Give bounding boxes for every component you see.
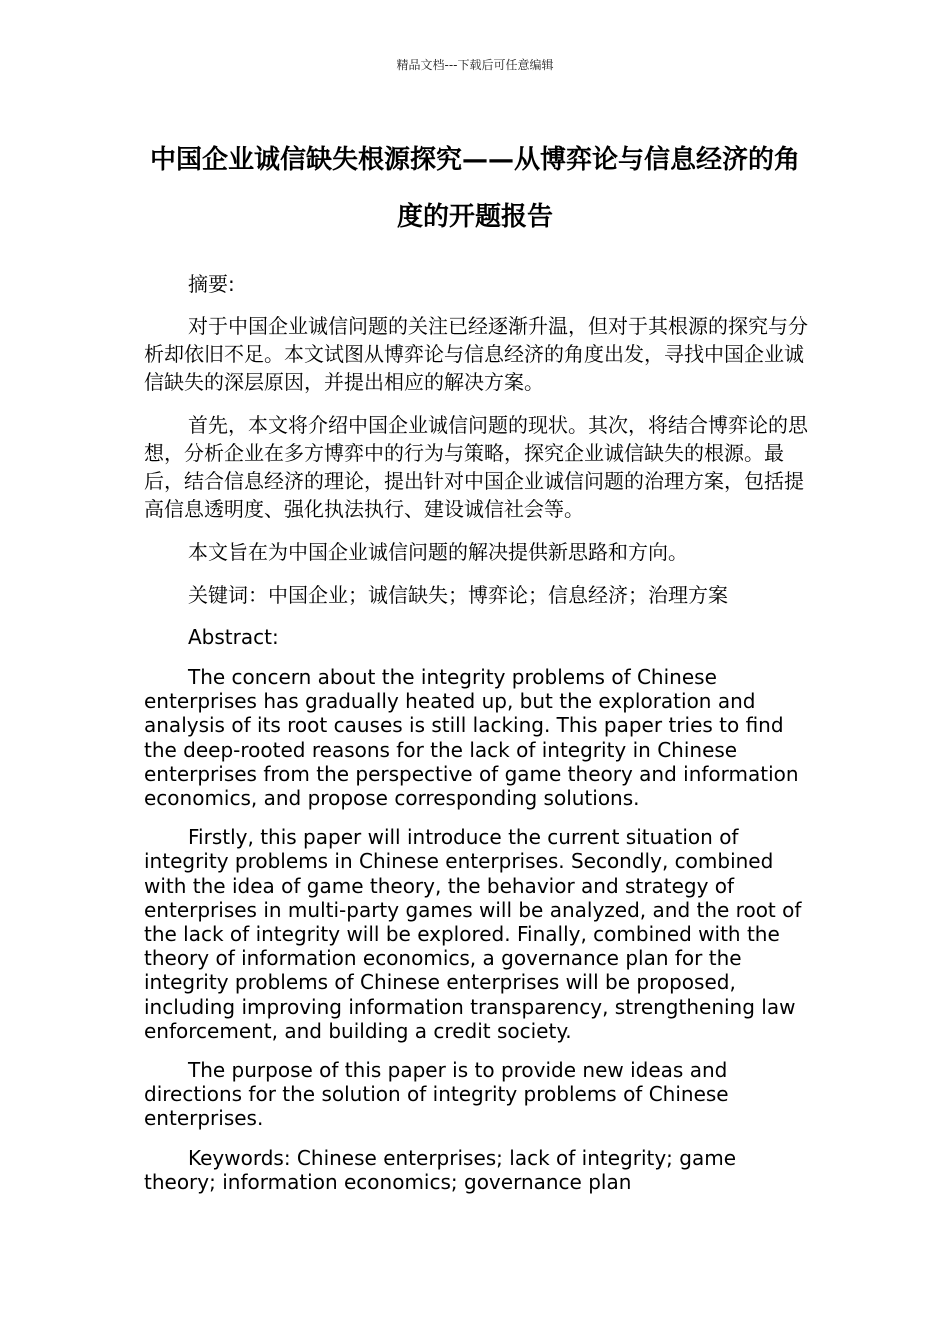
english-paragraph-2: Firstly, this paper will introduce the current situation of integrity problems in Chinese enterprises. Secondly, combined with the idea of game theory, the behavior and strategy of enterprises in multi-party games will be analyzed, and the root of the lack of integrity will be explored. Finally, combined with the theory of information economics, a governance plan for the integrity problems of Chinese enterprises will be proposed, including improving information transparency, strengthening law enforcement, and building a credit society. bbox=[144, 825, 802, 1043]
chinese-paragraph-3: 本文旨在为中国企业诚信问题的解决提供新思路和方向。 bbox=[188, 540, 688, 564]
document-body bbox=[144, 270, 808, 1209]
chinese-paragraph-1: 对于中国企业诚信问题的关注已经逐渐升温，但对于其根源的探究与分析却依旧不足。本文试图从博弈论与信息经济的角度出发，寻找中国企业诚信缺失的深层原因，并提出相应的解决方案。 bbox=[144, 314, 808, 394]
chinese-keywords: 关键词：中国企业；诚信缺失；博弈论；信息经济；治理方案 bbox=[188, 583, 728, 607]
header-note: 精品文档---下载后可任意编辑 bbox=[396, 58, 554, 72]
chinese-abstract-label: 摘要: bbox=[188, 272, 235, 296]
english-paragraph-3: The purpose of this paper is to provide new ideas and directions for the solution of integrity problems of Chinese enterprises. bbox=[144, 1058, 729, 1131]
chinese-paragraph-2: 首先，本文将介绍中国企业诚信问题的现状。其次，将结合博弈论的思想，分析企业在多方博弈中的行为与策略，探究企业诚信缺失的根源。最后，结合信息经济的理论，提出针对中国企业诚信问题的治理方案，包括提高信息透明度、强化执法执行、建设诚信社会等。 bbox=[144, 413, 808, 521]
document-title: 中国企业诚信缺失根源探究——从博弈论与信息经济的角度的开题报告 bbox=[149, 145, 800, 232]
english-paragraph-1: The concern about the integrity problems of Chinese enterprises has gradually heated up, but the exploration and analysis of its root causes is still lacking. This paper tries to find the deep-rooted reasons for the lack of integrity in Chinese enterprises from the perspective of game theory and information economics, and propose corresponding solutions. bbox=[144, 665, 799, 811]
english-keywords: Keywords: Chinese enterprises; lack of integrity; game theory; information economics; governance plan bbox=[144, 1145, 737, 1194]
english-abstract-label: Abstract: bbox=[188, 625, 279, 649]
